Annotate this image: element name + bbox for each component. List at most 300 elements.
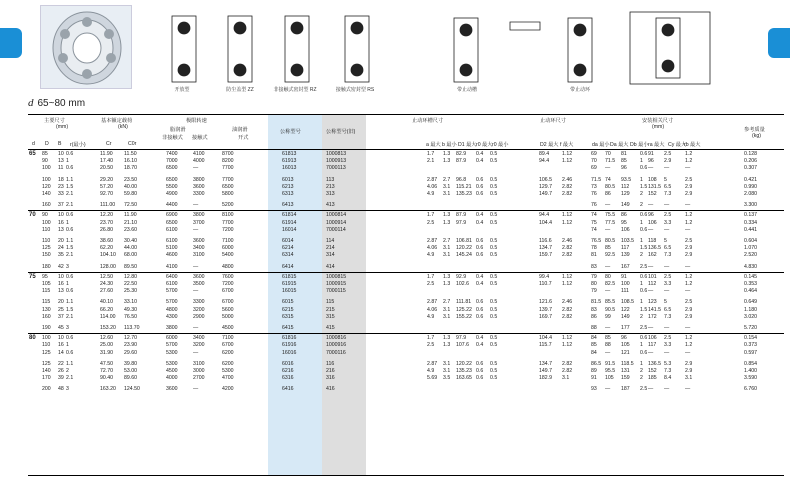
table-cell: 155.22 bbox=[456, 313, 472, 320]
table-cell: 4.9 bbox=[427, 252, 435, 259]
table-cell: 5700 bbox=[166, 288, 178, 295]
table-cell: 1.7 bbox=[427, 273, 435, 280]
table-cell: — bbox=[664, 288, 670, 295]
table-cell: 5500 bbox=[166, 183, 178, 190]
table-cell: 0.5 bbox=[490, 191, 498, 197]
table-cell: 0.128 bbox=[744, 151, 757, 157]
table-cell: 0.6 bbox=[640, 151, 648, 157]
table-cell: 5 bbox=[664, 176, 667, 183]
page-title: d 65~80 mm bbox=[28, 97, 86, 109]
table-rule bbox=[28, 114, 784, 115]
table-cell: 49.30 bbox=[124, 306, 137, 313]
table-cell: 125 bbox=[42, 349, 51, 356]
table-cell: 6000 bbox=[222, 245, 234, 252]
table-cell: 413 bbox=[326, 202, 335, 209]
table-cell: 20 bbox=[58, 238, 64, 244]
table-cell: 11.90 bbox=[124, 212, 137, 219]
table-cell: 0.649 bbox=[744, 299, 757, 306]
table-cell: 114.00 bbox=[100, 313, 116, 320]
table-cell: — bbox=[685, 202, 691, 209]
subheader-install: Da 最大 bbox=[610, 142, 629, 148]
table-cell: 89.50 bbox=[124, 263, 137, 270]
table-cell: 3.300 bbox=[744, 202, 757, 209]
table-cell: 1.1 bbox=[66, 238, 74, 244]
table-cell: 5.720 bbox=[744, 325, 757, 331]
table-cell: 37 bbox=[58, 202, 64, 209]
table-cell: 1000814 bbox=[326, 212, 347, 219]
table-cell: 1.2 bbox=[685, 273, 693, 280]
table-rule bbox=[28, 149, 784, 150]
table-cell: 0.6 bbox=[66, 226, 74, 233]
table-cell: 12.20 bbox=[100, 212, 113, 219]
table-cell: — bbox=[648, 349, 654, 356]
table-cell: 8700 bbox=[222, 151, 234, 157]
table-cell: 81 bbox=[621, 151, 627, 157]
table-cell: 4.9 bbox=[427, 368, 435, 374]
table-cell: 2.9 bbox=[685, 191, 693, 197]
table-cell: 7000114 bbox=[326, 226, 346, 233]
table-cell: 79 bbox=[591, 288, 597, 295]
table-cell: 38.60 bbox=[100, 238, 113, 244]
table-cell: 1.2 bbox=[685, 158, 693, 165]
table-cell: 4.9 bbox=[427, 191, 435, 197]
table-cell: 85 bbox=[591, 342, 597, 349]
table-cell: 0.6 bbox=[476, 299, 484, 306]
table-cell: 1.7 bbox=[427, 212, 435, 219]
table-cell: 4500 bbox=[222, 325, 234, 331]
table-cell: 3.1 bbox=[443, 360, 451, 367]
table-cell: 135.23 bbox=[456, 191, 472, 197]
subheader-groove: a 最大 bbox=[426, 142, 441, 148]
table-cell: — bbox=[664, 263, 670, 270]
header-speed: 极限转速 bbox=[186, 118, 207, 124]
table-cell: 415 bbox=[326, 325, 335, 331]
table-cell: 8.4 bbox=[664, 375, 672, 382]
table-cell: 120.22 bbox=[456, 360, 472, 367]
table-cell: 1 bbox=[640, 158, 643, 165]
table-cell: 2.1 bbox=[66, 313, 74, 320]
table-cell: 85 bbox=[621, 158, 627, 165]
table-cell: 1.3 bbox=[443, 151, 451, 157]
table-cell: 6015 bbox=[282, 299, 294, 306]
table-cell: 1.7 bbox=[427, 151, 435, 157]
table-cell: 2.46 bbox=[562, 238, 573, 244]
table-cell: 78 bbox=[591, 245, 597, 252]
table-cell: 16015 bbox=[282, 288, 297, 295]
table-cell: 7700 bbox=[222, 165, 234, 172]
table-cell: 120.22 bbox=[456, 245, 472, 252]
table-cell: — bbox=[664, 202, 670, 209]
table-cell: 82.5 bbox=[605, 281, 616, 287]
table-cell: 0.6 bbox=[476, 313, 484, 320]
table-cell: 6500 bbox=[166, 176, 178, 183]
table-cell: 82.9 bbox=[456, 151, 467, 157]
table-cell: 86 bbox=[621, 212, 627, 219]
table-cell: 0.6 bbox=[640, 335, 648, 342]
table-cell: 5300 bbox=[222, 368, 234, 374]
table-cell: 0.421 bbox=[744, 176, 757, 183]
caption-open: 开放型 bbox=[174, 87, 190, 93]
table-cell: 62.20 bbox=[100, 245, 113, 252]
table-cell: 4800 bbox=[222, 263, 234, 270]
table-cell: 0.137 bbox=[744, 212, 757, 219]
subheader-install: Db 最小 bbox=[630, 142, 649, 148]
table-cell: 84 bbox=[591, 349, 597, 356]
table-cell: 134.7 bbox=[539, 360, 552, 367]
table-cell: 83 bbox=[591, 306, 597, 313]
table-cell: 0.334 bbox=[744, 219, 757, 226]
table-cell: — bbox=[685, 288, 691, 295]
table-cell: 2.5 bbox=[664, 212, 672, 219]
table-cell: 101 bbox=[648, 273, 657, 280]
table-cell: 6413 bbox=[282, 202, 294, 209]
table-cell: 7200 bbox=[222, 281, 234, 287]
table-cell: 4000 bbox=[193, 158, 205, 165]
table-cell: 4700 bbox=[222, 375, 234, 382]
table-cell: 76.5 bbox=[591, 238, 602, 244]
table-cell: 0.5 bbox=[490, 151, 498, 157]
table-cell: 93 bbox=[591, 386, 597, 393]
table-cell: 1.12 bbox=[562, 273, 573, 280]
table-cell: 1.400 bbox=[744, 368, 757, 374]
table-cell: 116.6 bbox=[539, 238, 552, 244]
table-cell: 11 bbox=[58, 165, 64, 172]
table-cell: 4.06 bbox=[427, 183, 438, 190]
table-cell: 0.6 bbox=[476, 360, 484, 367]
table-cell: 96 bbox=[621, 165, 627, 172]
table-cell: 59.80 bbox=[124, 191, 137, 197]
table-cell: 1 bbox=[640, 360, 643, 367]
table-cell: 1.070 bbox=[744, 245, 757, 252]
table-cell: 103.5 bbox=[621, 238, 634, 244]
table-cell: 129.7 bbox=[539, 183, 552, 190]
table-rule bbox=[28, 475, 784, 476]
table-cell: 3.1 bbox=[562, 375, 570, 382]
right-page-tab bbox=[768, 28, 790, 58]
table-cell: 129 bbox=[621, 191, 630, 197]
table-cell: 0.4 bbox=[476, 151, 484, 157]
table-cell: 16 bbox=[58, 281, 64, 287]
table-cell: 0.5 bbox=[490, 281, 498, 287]
table-cell: 61914 bbox=[282, 219, 297, 226]
table-cell: 3 bbox=[66, 325, 69, 331]
table-cell: 96 bbox=[648, 212, 654, 219]
table-cell: 91.5 bbox=[605, 360, 616, 367]
caption-groove: 带止动槽 bbox=[456, 87, 477, 93]
table-cell: 12.70 bbox=[124, 335, 137, 342]
table-cell: 0.441 bbox=[744, 226, 757, 233]
table-cell: 0.464 bbox=[744, 288, 757, 295]
table-cell: 0.6 bbox=[640, 165, 648, 172]
table-cell: 72.70 bbox=[100, 368, 113, 374]
header-code-old: 公称型号(旧) bbox=[326, 129, 356, 135]
table-cell: 3.020 bbox=[744, 313, 757, 320]
subheader-groove: r0 最大 bbox=[476, 142, 493, 148]
subheader-dims: d bbox=[32, 141, 35, 147]
table-cell: 86.5 bbox=[591, 360, 602, 367]
table-cell: 10 bbox=[58, 212, 64, 219]
table-cell: 90.5 bbox=[605, 306, 616, 313]
table-cell: — bbox=[664, 325, 670, 331]
header-snap-groove: 止动环槽尺寸 bbox=[412, 118, 444, 124]
table-cell: 72.50 bbox=[124, 202, 137, 209]
subheader-groove: r0 最小 bbox=[492, 142, 509, 148]
table-cell: 2.9 bbox=[685, 252, 693, 259]
table-cell: 134.7 bbox=[539, 245, 552, 252]
table-cell: 22.50 bbox=[124, 281, 137, 287]
table-cell: 117 bbox=[621, 245, 630, 252]
table-cell: 2.9 bbox=[685, 368, 693, 374]
table-cell: 61814 bbox=[282, 212, 297, 219]
table-cell: 3100 bbox=[193, 360, 205, 367]
table-cell: 74 bbox=[605, 176, 611, 183]
table-cell: 2.46 bbox=[562, 299, 573, 306]
table-cell: — bbox=[664, 349, 670, 356]
table-cell: 112 bbox=[621, 183, 630, 190]
group-bore-d: 65 bbox=[29, 151, 36, 157]
table-cell: 2.82 bbox=[562, 191, 573, 197]
table-cell: 160 bbox=[42, 202, 51, 209]
table-cell: 75.5 bbox=[605, 212, 616, 219]
table-cell: 61916 bbox=[282, 342, 297, 349]
table-cell: 115 bbox=[42, 299, 51, 306]
table-cell: 11.90 bbox=[100, 151, 113, 157]
table-cell: 12.50 bbox=[100, 273, 113, 280]
table-cell: 39 bbox=[58, 375, 64, 382]
table-cell: 1.12 bbox=[562, 151, 573, 157]
table-cell: — bbox=[605, 202, 611, 209]
table-cell: 13 bbox=[58, 226, 64, 233]
table-cell: 100 bbox=[42, 335, 51, 342]
table-cell: 5100 bbox=[166, 245, 178, 252]
table-cell: 6314 bbox=[282, 252, 294, 259]
table-cell: 106 bbox=[648, 219, 657, 226]
table-cell: 87.9 bbox=[456, 158, 467, 165]
table-cell: 1.1 bbox=[66, 360, 74, 367]
table-cell: 2.5 bbox=[640, 325, 648, 331]
table-cell: 2.1 bbox=[66, 252, 74, 259]
table-cell: 125 bbox=[42, 245, 51, 252]
table-cell: 1.12 bbox=[562, 335, 573, 342]
table-cell: 106.81 bbox=[456, 238, 472, 244]
table-cell: 0.4 bbox=[476, 335, 484, 342]
table-cell: 66.20 bbox=[100, 306, 113, 313]
table-cell: 3.1 bbox=[443, 306, 451, 313]
table-cell: 3200 bbox=[193, 342, 205, 349]
table-cell: 80 bbox=[605, 273, 611, 280]
table-cell: 6.5 bbox=[664, 245, 672, 252]
table-cell: 0.5 bbox=[490, 368, 498, 374]
table-cell: 6415 bbox=[282, 325, 294, 331]
table-cell: 1.2 bbox=[685, 281, 693, 287]
table-cell: 6014 bbox=[282, 238, 294, 244]
table-cell: 3.1 bbox=[443, 245, 451, 252]
table-cell: 1.5 bbox=[640, 183, 648, 190]
table-cell: 0.597 bbox=[744, 349, 757, 356]
header-code: 公称型号 bbox=[280, 129, 301, 135]
table-cell: 3800 bbox=[193, 176, 205, 183]
table-cell: 0.4 bbox=[476, 273, 484, 280]
table-cell: 88 bbox=[591, 325, 597, 331]
table-cell: 0.5 bbox=[490, 183, 498, 190]
table-cell: 1.1 bbox=[66, 176, 74, 183]
table-cell: 6316 bbox=[282, 375, 294, 382]
caption-rs: 接触式密封型 RS bbox=[335, 87, 375, 93]
header-main-dims: 主要尺寸 bbox=[44, 118, 65, 124]
table-cell: 0.5 bbox=[490, 212, 498, 219]
table-cell: 0.5 bbox=[490, 360, 498, 367]
table-cell: 7700 bbox=[222, 176, 234, 183]
table-cell: 10 bbox=[58, 273, 64, 280]
table-cell: 17.40 bbox=[100, 158, 113, 165]
table-cell: 2.5 bbox=[685, 238, 693, 244]
table-cell: 187 bbox=[621, 386, 630, 393]
table-cell: 4000 bbox=[166, 375, 178, 382]
table-cell: 3.1 bbox=[443, 183, 451, 190]
table-cell: 35 bbox=[58, 252, 64, 259]
table-cell: — bbox=[648, 202, 654, 209]
table-cell: 48 bbox=[58, 386, 64, 393]
table-cell: — bbox=[193, 202, 199, 209]
table-cell: 2700 bbox=[193, 375, 205, 382]
table-cell: 100 bbox=[42, 219, 51, 226]
table-cell: 4400 bbox=[166, 202, 178, 209]
table-cell: 90.40 bbox=[100, 375, 113, 382]
table-cell: 0.6 bbox=[476, 191, 484, 197]
group-bore-d: 70 bbox=[29, 212, 36, 219]
table-cell: 0.604 bbox=[744, 238, 757, 244]
table-cell: — bbox=[193, 165, 199, 172]
table-cell: 1.5 bbox=[66, 183, 74, 190]
table-cell: 2 bbox=[640, 375, 643, 382]
table-cell: 110.7 bbox=[539, 281, 552, 287]
table-cell: 4.830 bbox=[744, 263, 757, 270]
table-cell: 153.20 bbox=[100, 325, 116, 331]
table-cell: — bbox=[648, 386, 654, 393]
table-cell: 0.4 bbox=[476, 219, 484, 226]
table-cell: 96 bbox=[648, 158, 654, 165]
table-cell: 3 bbox=[66, 386, 69, 393]
table-cell: 6000 bbox=[166, 335, 178, 342]
table-cell: 7100 bbox=[222, 238, 234, 244]
table-cell: 85 bbox=[605, 335, 611, 342]
table-cell: 68.00 bbox=[124, 252, 137, 259]
table-cell: 0.6 bbox=[66, 212, 74, 219]
table-cell: 22 bbox=[58, 360, 64, 367]
table-cell: 91 bbox=[621, 273, 627, 280]
table-cell: 69 bbox=[591, 165, 597, 172]
caption-rz: 非接触式密封型 RZ bbox=[273, 87, 317, 93]
table-cell: 112 bbox=[648, 281, 657, 287]
table-cell: 115 bbox=[42, 288, 51, 295]
table-cell: 16 bbox=[58, 342, 64, 349]
caption-ring: 带止动环 bbox=[569, 87, 590, 93]
table-cell: 111.00 bbox=[100, 202, 116, 209]
table-cell: 3.1 bbox=[443, 252, 451, 259]
table-cell: 1 bbox=[640, 299, 643, 306]
table-cell: 169.7 bbox=[539, 313, 552, 320]
table-cell: 416 bbox=[326, 386, 335, 393]
table-cell: 71.5 bbox=[591, 176, 602, 183]
table-cell: 18 bbox=[58, 176, 64, 183]
table-cell: 2.1 bbox=[66, 202, 74, 209]
table-cell: 2.1 bbox=[66, 375, 74, 382]
table-cell: 2.9 bbox=[685, 183, 693, 190]
table-cell: 185 bbox=[648, 375, 657, 382]
table-cell: 108.5 bbox=[621, 299, 634, 306]
table-cell: 12.60 bbox=[100, 335, 113, 342]
table-cell: — bbox=[193, 288, 199, 295]
table-cell: 4200 bbox=[222, 386, 234, 393]
table-cell: 1.12 bbox=[562, 342, 573, 349]
table-cell: 114 bbox=[326, 238, 335, 244]
table-rule bbox=[28, 210, 784, 211]
table-cell: 45 bbox=[58, 325, 64, 331]
table-cell: 16014 bbox=[282, 226, 297, 233]
table-cell: 16016 bbox=[282, 349, 297, 356]
table-cell: 172 bbox=[648, 313, 657, 320]
table-cell: 6.760 bbox=[744, 386, 757, 393]
table-cell: 0.6 bbox=[476, 375, 484, 382]
table-cell: — bbox=[685, 263, 691, 270]
table-cell: 152 bbox=[648, 368, 657, 374]
table-cell: 6400 bbox=[166, 273, 178, 280]
table-cell: 4.06 bbox=[427, 245, 438, 252]
table-cell: 125 bbox=[42, 360, 51, 367]
table-cell: 1 bbox=[66, 281, 69, 287]
table-cell: 29.60 bbox=[124, 349, 137, 356]
table-cell: 4100 bbox=[166, 263, 178, 270]
table-cell: 115.7 bbox=[539, 342, 552, 349]
table-cell: 2.87 bbox=[427, 176, 438, 183]
table-cell: 110 bbox=[42, 226, 51, 233]
subheader-ring: f 最大 bbox=[560, 142, 574, 148]
table-cell: 13 bbox=[58, 288, 64, 295]
table-cell: 74 bbox=[591, 226, 597, 233]
table-cell: 0.6 bbox=[66, 151, 74, 157]
table-cell: 215 bbox=[326, 306, 335, 313]
table-cell: 6.5 bbox=[664, 183, 672, 190]
table-cell: 88 bbox=[605, 342, 611, 349]
table-cell: 14 bbox=[58, 349, 64, 356]
table-cell: 2 bbox=[640, 313, 643, 320]
table-cell: 97.9 bbox=[456, 219, 467, 226]
subheader-groove: b 最小 bbox=[442, 142, 457, 148]
table-cell: 0.5 bbox=[490, 342, 498, 349]
table-cell: 16.10 bbox=[124, 158, 137, 165]
table-cell: 113.70 bbox=[124, 325, 140, 331]
table-cell: 1 bbox=[640, 176, 643, 183]
table-cell: 2.82 bbox=[562, 313, 573, 320]
table-cell: 104.4 bbox=[539, 219, 552, 226]
table-cell: 16013 bbox=[282, 165, 297, 172]
table-cell: 414 bbox=[326, 263, 335, 270]
table-cell: 214 bbox=[326, 245, 335, 252]
table-cell: 80 bbox=[591, 281, 597, 287]
table-cell: 2 bbox=[640, 191, 643, 197]
left-page-tab bbox=[0, 28, 22, 58]
table-cell: — bbox=[605, 165, 611, 172]
table-cell: 5700 bbox=[166, 342, 178, 349]
table-cell: 6313 bbox=[282, 191, 294, 197]
table-cell: 315 bbox=[326, 313, 335, 320]
table-cell: 313 bbox=[326, 191, 335, 197]
subheader-dims: D bbox=[45, 141, 49, 147]
table-cell: 145.24 bbox=[456, 252, 472, 259]
table-cell: 37 bbox=[58, 313, 64, 320]
table-cell: 149.7 bbox=[539, 368, 552, 374]
table-cell: 12.80 bbox=[124, 273, 137, 280]
